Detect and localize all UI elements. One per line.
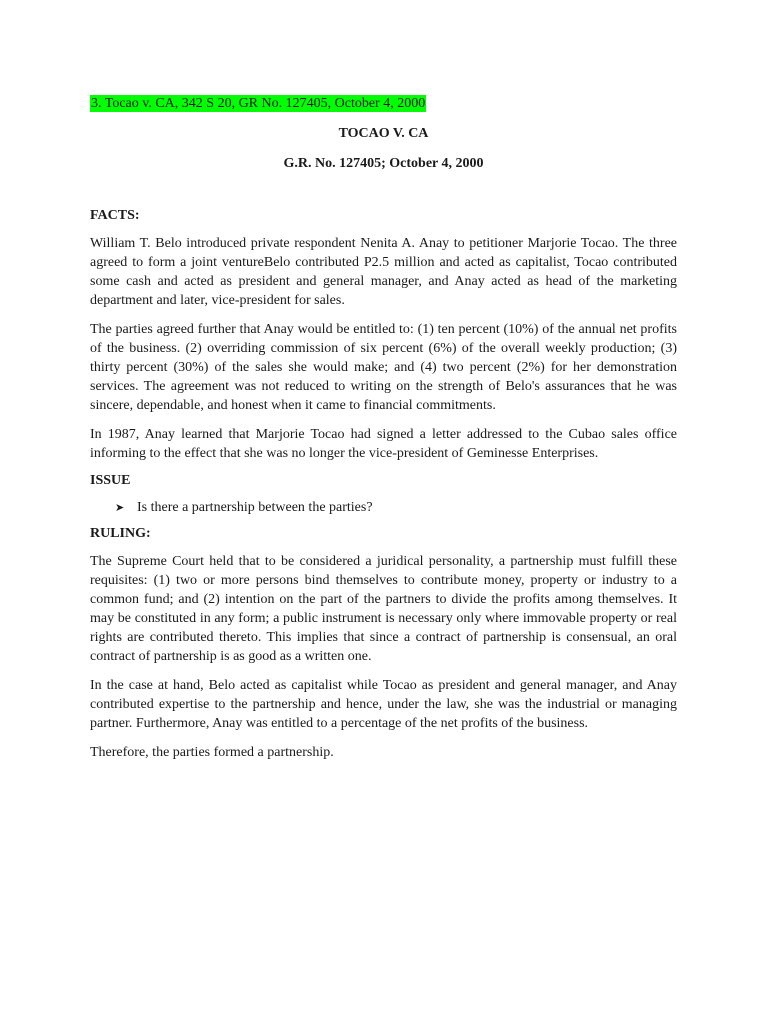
facts-paragraph: In 1987, Anay learned that Marjorie Tocao had signed a letter addressed to the Cubao sales office informing to the effect that she was no longer the vice-president of Geminesse Enterprises. <box>90 427 677 461</box>
ruling-paragraph: Therefore, the parties formed a partnership. <box>90 745 334 760</box>
arrow-bullet-icon: ➤ <box>115 501 125 514</box>
ruling-paragraph: The Supreme Court held that to be considered a juridical personality, a partnership must fulfill these requisites: (1) two or more persons bind themselves to contribute money, property or industry to a common fund; and (2) intention on the part of the partners to divide the profits among themselves. It may be constituted in any form; a public instrument is necessary only where immovable property or real rights are contributed thereto. This implies that since a contract of partnership is consensual, an oral contract of partnership is as good as a written one. <box>90 554 677 664</box>
issue-heading: ISSUE <box>90 473 131 488</box>
facts-paragraph: The parties agreed further that Anay would be entitled to: (1) ten percent (10%) of the annual net profits of the business. (2) overriding commission of six percent (6%) of the overall weekly production; (3) thirty percent (30%) of the sales she would make; and (4) two percent (2%) for her demonstration services. The agreement was not reduced to writing on the strength of Belo's assurances that he was sincere, dependable, and honest when it came to financial commitments. <box>90 322 677 413</box>
highlighted-citation: 3. Tocao v. CA, 342 S 20, GR No. 127405, October 4, 2000 <box>91 96 426 111</box>
ruling-paragraph: In the case at hand, Belo acted as capitalist while Tocao as president and general manager, and Anay contributed expertise to the partnership and hence, under the law, she was the industrial or managing partner. Furthermore, Anay was entitled to a percentage of the net profits of the business. <box>90 678 677 731</box>
issue-list-item <box>115 499 677 516</box>
ruling-heading: RULING: <box>90 526 151 541</box>
document-page <box>90 94 677 762</box>
case-title: TOCAO V. CA <box>338 126 429 141</box>
case-subtitle: G.R. No. 127405; October 4, 2000 <box>283 156 484 171</box>
facts-paragraph: William T. Belo introduced private respondent Nenita A. Anay to petitioner Marjorie Tocao. The three agreed to form a joint ventureBelo contributed P2.5 million and acted as capitalist, Tocao contributed some cash and acted as president and general manager, and Anay acted as head of the marketing department and later, vice-president for sales. <box>90 236 677 308</box>
issue-item-text: Is there a partnership between the parties? <box>137 500 373 515</box>
facts-heading: FACTS: <box>90 208 140 223</box>
